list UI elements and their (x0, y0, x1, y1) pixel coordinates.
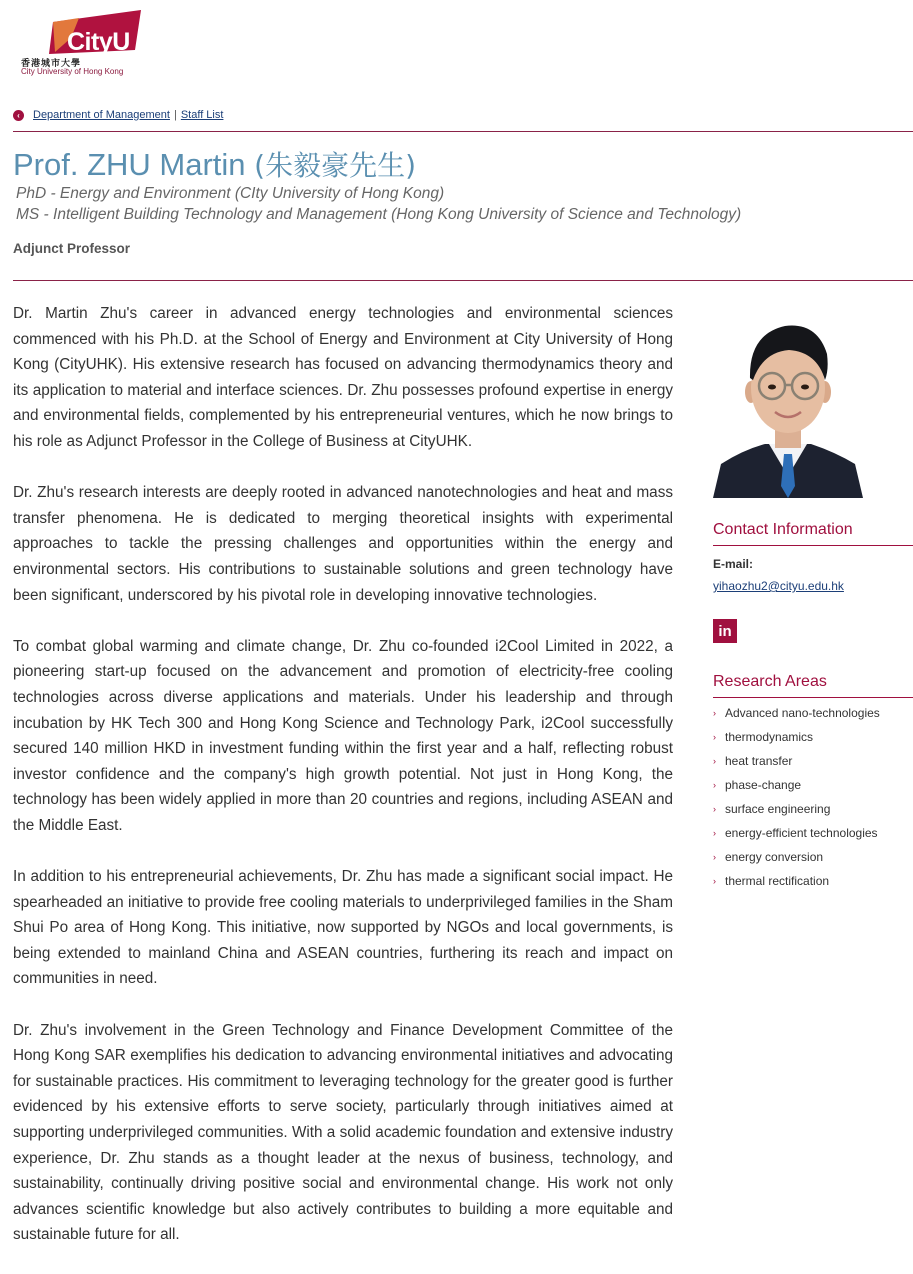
list-item (713, 850, 913, 874)
list-item (713, 754, 913, 778)
list-item (713, 778, 913, 802)
bio-paragraph: Dr. Martin Zhu's career in advanced energy technologies and environmental sciences commenced with his Ph.D. at the School of Energy and Environment at City University of Hong Kong (CityUHK). His extensive research has focused on advancing thermodynamics theory and its application to material and interface sciences. Dr. Zhu possesses profound expertise in energy and environmental fields, complemented by his entrepreneurial ventures, which he now brings to his role as Adjunct Professor in the College of Business at CityUHK. (13, 305, 673, 450)
research-list (713, 706, 913, 898)
chevron-right-icon: › (713, 756, 716, 766)
page-title (13, 144, 416, 184)
list-item (713, 706, 913, 730)
research-area-label: heat transfer (725, 754, 793, 768)
research-area-label: surface engineering (725, 802, 831, 816)
research-area-label: phase-change (725, 778, 802, 792)
profile-name-cn: (朱毅豪先生) (254, 149, 417, 182)
bio-paragraph: To combat global warming and climate change, Dr. Zhu co-founded i2Cool Limited in 2022, a pioneering start-up focused on the advancement and promotion of electricity-free cooling technologies across diverse applications and materials. Under his leadership and through incubation by HK Tech 300 and Hong Kong Science and Technology Park, i2Cool successfully secured 140 million HKD in investment funding within the first year and a half, reflecting robust investor confidence and the company's high growth potential. Not just in Hong Kong, the technology has been widely applied in more than 20 countries and regions, including ASEAN and the Middle East. (13, 637, 673, 834)
email-link[interactable]: yihaozhu2@cityu.edu.hk (713, 579, 844, 593)
chevron-right-icon: › (713, 852, 716, 862)
bio-paragraph: Dr. Zhu's involvement in the Green Technology and Finance Development Committee of the Hong Kong SAR exemplifies his dedication to advancing environmental initiatives and advocating for sustainable practices. His commitment to leveraging technology for the greater good is further evidenced by his extensive efforts to serve society, particularly through initiatives aimed at supporting underprivileged communities. With a solid academic foundation and extensive industry experience, Dr. Zhu stands as a thought leader at the nexus of business, technology, and sustainability, continually driving positive social and environmental change. His work not only advances scientific knowledge but also actively contributes to building a more equitable and sustainable future for all. (13, 1021, 673, 1244)
cityu-logo[interactable] (19, 8, 149, 80)
chevron-right-icon: › (713, 732, 716, 742)
list-item (713, 826, 913, 850)
degree-phd: PhD - Energy and Environment (CIty University of Hong Kong) (16, 185, 445, 202)
list-item (713, 730, 913, 754)
profile-divider (13, 280, 913, 281)
contact-divider (713, 545, 913, 546)
breadcrumb (13, 109, 223, 121)
logo-name-cn: 香港城市大學 (21, 59, 82, 69)
email-label: E-mail: (713, 557, 754, 571)
chevron-left-circle-icon[interactable]: ‹ (13, 110, 24, 121)
header-divider (13, 131, 913, 132)
bio-paragraph: In addition to his entrepreneurial achievements, Dr. Zhu has made a significant social impact. He spearheaded an initiative to provide free cooling materials to underprivileged families in the Sham Shui Po area of Hong Kong. This initiative, now supported by NGOs and local governments, is being extended to mainland China and ASEAN countries, furthering its reach and impact on communities in need. (13, 868, 673, 988)
chevron-right-icon: › (713, 780, 716, 790)
bio-paragraph: Dr. Zhu's research interests are deeply rooted in advanced nanotechnologies and heat and mass transfer phenomena. He is dedicated to merging theoretical insights with experimental approaches to tackle the pressing challenges and opportunities within the energy and environmental sectors. His contributions to sustainable solutions and green technology have been significant, underscored by his pivotal role in developing innovative technologies. (13, 484, 673, 604)
chevron-right-icon: › (713, 708, 716, 718)
degree-ms: MS - Intelligent Building Technology and Management (Hong Kong University of Science and Technology) (16, 206, 742, 223)
research-area-label: energy conversion (725, 850, 824, 864)
breadcrumb-separator: | (173, 109, 177, 121)
list-item (713, 874, 913, 898)
research-area-label: energy-efficient technologies (725, 826, 878, 840)
position-title: Adjunct Professor (13, 241, 131, 256)
breadcrumb-staff-list-link[interactable]: Staff List (180, 109, 224, 121)
chevron-right-icon: › (713, 804, 716, 814)
profile-photo (713, 314, 863, 498)
logo-wordmark: CityU (67, 28, 130, 56)
research-area-label: Advanced nano-technologies (725, 706, 880, 720)
linkedin-icon[interactable]: in (713, 619, 737, 643)
research-divider (713, 697, 913, 698)
logo-name-en: City University of Hong Kong (21, 67, 124, 76)
breadcrumb-department-link[interactable]: Department of Management (33, 109, 170, 121)
research-heading: Research Areas (713, 673, 827, 690)
profile-name: Prof. ZHU Martin (13, 147, 255, 182)
list-item (713, 802, 913, 826)
contact-heading: Contact Information (713, 521, 853, 538)
chevron-right-icon: › (713, 828, 716, 838)
chevron-right-icon: › (713, 876, 716, 886)
biography (13, 301, 673, 1274)
research-area-label: thermal rectification (725, 874, 830, 888)
research-area-label: thermodynamics (725, 730, 814, 744)
